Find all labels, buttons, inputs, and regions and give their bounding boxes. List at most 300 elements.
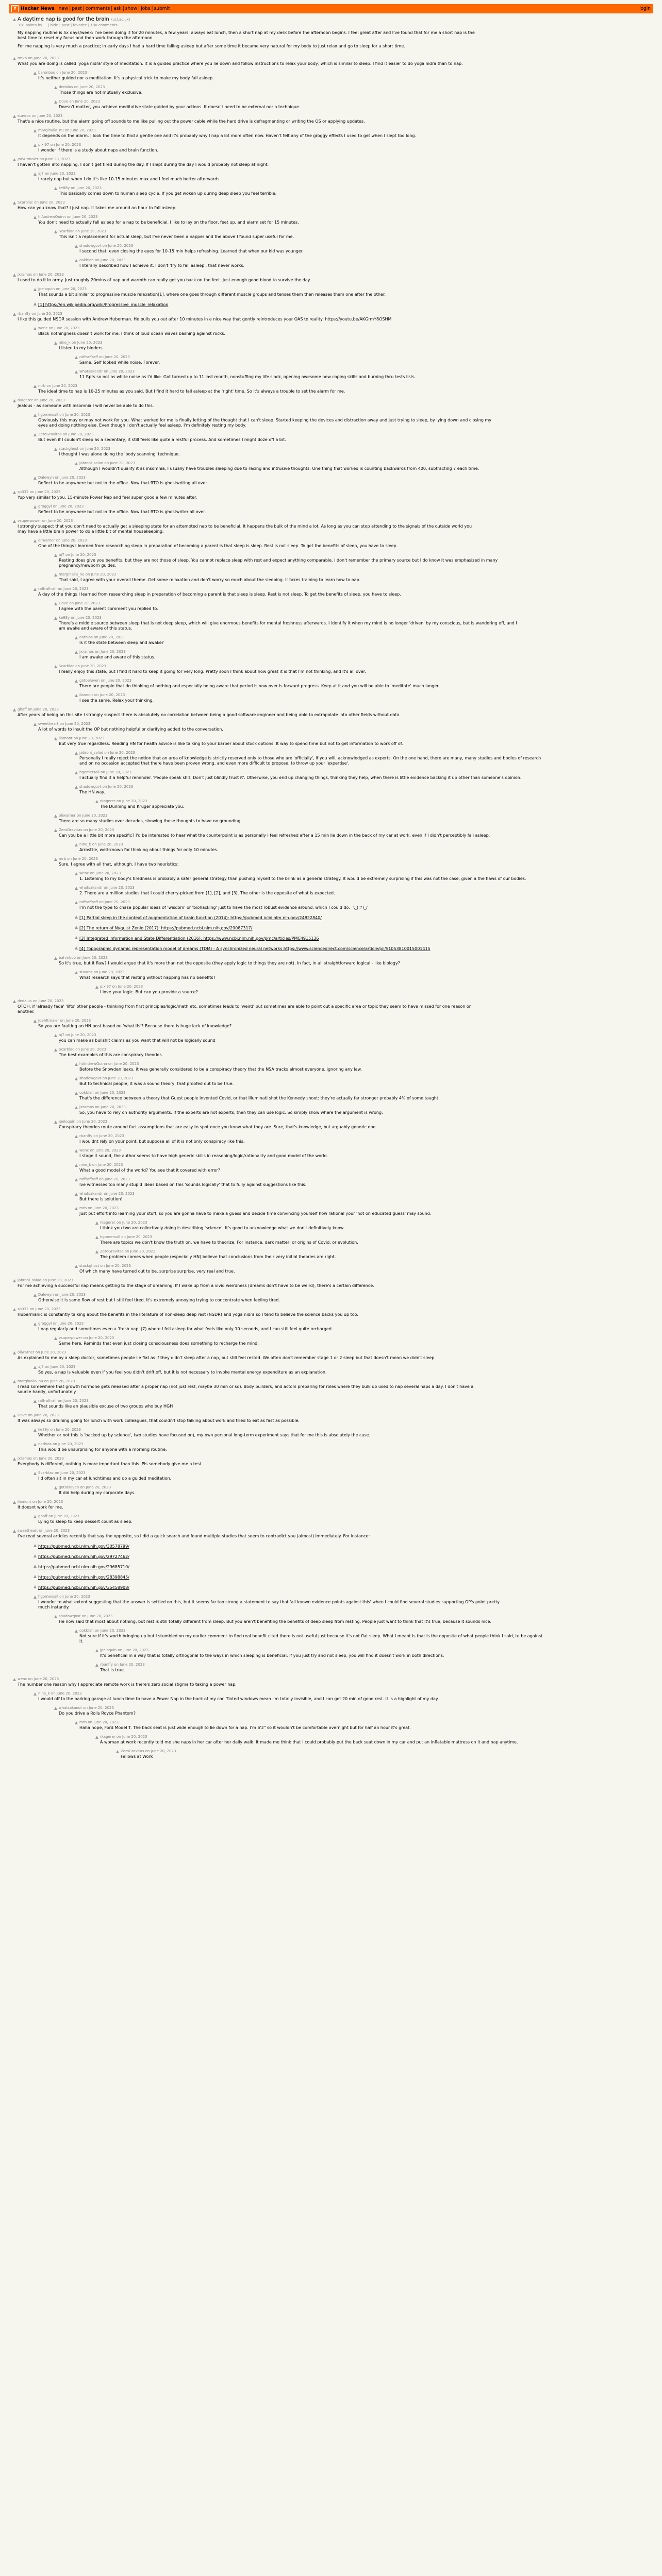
upvote-arrow-icon[interactable]: ▲ [74, 842, 78, 847]
upvote-arrow-icon[interactable]: ▲ [54, 341, 58, 345]
comment-username-link[interactable]: rkagerer [100, 1735, 115, 1739]
comment-username-link[interactable]: rbanffy [18, 312, 31, 316]
story-title-link[interactable]: A daytime nap is good for the brain [18, 16, 109, 22]
upvote-arrow-icon[interactable]: ▲ [54, 1706, 58, 1710]
upvote-arrow-icon[interactable]: ▲ [74, 914, 78, 919]
comment-username-link[interactable]: marginalia_nu [18, 1379, 43, 1383]
comment-username-link[interactable]: hgomersall [38, 413, 58, 417]
comment-username-link[interactable]: ghaff [38, 1514, 47, 1518]
comment-username-link[interactable]: hiAndrewQuinn [38, 215, 66, 219]
upvote-arrow-icon[interactable]: ▲ [54, 1614, 58, 1619]
comment-username-link[interactable]: mrb [79, 1206, 87, 1210]
comment-username-link[interactable]: ookblah [79, 258, 94, 262]
upvote-arrow-icon[interactable]: ▲ [33, 326, 37, 331]
comment-age-link[interactable]: on June 20, 2023 [90, 871, 121, 875]
comment-age-link[interactable]: on June 20, 2023 [59, 413, 90, 417]
comment-username-link[interactable]: wenc [18, 1677, 27, 1681]
comment-age-link[interactable]: on June 20, 2023 [85, 572, 117, 577]
comment-username-link[interactable]: Dove [59, 99, 69, 104]
upvote-arrow-icon[interactable]: ▲ [12, 273, 16, 277]
site-name-link[interactable]: Hacker News [21, 6, 55, 11]
upvote-arrow-icon[interactable]: ▲ [74, 1091, 78, 1095]
upvote-arrow-icon[interactable]: ▲ [74, 935, 78, 940]
upvote-arrow-icon[interactable]: ▲ [74, 871, 78, 876]
comment-age-link[interactable]: on June 20, 2023 [118, 1648, 149, 1652]
comment-username-link[interactable]: hgomersall [100, 1235, 120, 1239]
upvote-arrow-icon[interactable]: ▲ [12, 398, 16, 403]
upvote-arrow-icon[interactable]: ▲ [33, 1584, 37, 1589]
comment-username-link[interactable]: ke88y [59, 616, 70, 620]
upvote-arrow-icon[interactable]: ▲ [74, 258, 78, 263]
comment-age-link[interactable]: on June 20, 2023 [31, 312, 62, 316]
comment-age-link[interactable]: on June 20, 2023 [48, 1514, 79, 1518]
upvote-arrow-icon[interactable]: ▲ [54, 553, 58, 557]
comment-username-link[interactable]: raffraffraff [79, 1177, 98, 1181]
nav-link-submit[interactable]: submit [154, 6, 170, 11]
comment-reference-link[interactable]: [4] Topographic dynamic representation model of dreams (TDM) - A synchronized neural networks https://www.sciencedirect.com/science/article/pii/S1053810015001415 [79, 946, 431, 951]
upvote-arrow-icon[interactable]: ▲ [54, 1120, 58, 1124]
comment-username-link[interactable]: ookblah [79, 1629, 94, 1633]
comment-age-link[interactable]: on June 20, 2023 [104, 369, 135, 374]
comment-username-link[interactable]: Scarblac [59, 229, 74, 233]
upvote-arrow-icon[interactable]: ▲ [33, 413, 37, 417]
comment-age-link[interactable]: on June 20, 2023 [50, 143, 81, 147]
comment-age-link[interactable]: on June 20, 2023 [93, 970, 125, 974]
upvote-arrow-icon[interactable]: ▲ [33, 384, 37, 388]
upvote-arrow-icon[interactable]: ▲ [74, 1105, 78, 1110]
comment-age-link[interactable]: on June 20, 2023 [93, 1134, 124, 1138]
upvote-arrow-icon[interactable]: ▲ [12, 1350, 16, 1355]
upvote-arrow-icon[interactable]: ▲ [54, 828, 58, 833]
nav-link-comments[interactable]: comments [85, 6, 110, 11]
upvote-arrow-icon[interactable]: ▲ [33, 1691, 37, 1696]
comment-age-link[interactable]: on June 20, 2023 [55, 1471, 86, 1475]
comment-age-link[interactable]: on June 20, 2023 [83, 1336, 114, 1340]
story-domain[interactable]: (ucl.ac.uk) [111, 18, 130, 22]
upvote-arrow-icon[interactable]: ▲ [74, 693, 78, 698]
nav-link-jobs[interactable]: jobs [141, 6, 151, 11]
comment-username-link[interactable]: rkagerer [100, 799, 115, 803]
comment-age-link[interactable]: on June 20, 2023 [62, 432, 94, 436]
comment-username-link[interactable]: dedalus [59, 85, 73, 89]
comment-username-link[interactable]: Scarblac [38, 1471, 54, 1475]
upvote-arrow-icon[interactable]: ▲ [74, 1177, 78, 1182]
comment-age-link[interactable]: on June 20, 2023 [104, 751, 136, 755]
comment-age-link[interactable]: on June 20, 2023 [104, 886, 135, 890]
comment-username-link[interactable]: shadowgovt [79, 244, 102, 248]
comment-username-link[interactable]: ZeroGravitas [59, 828, 82, 832]
upvote-arrow-icon[interactable]: ▲ [74, 650, 78, 654]
comment-age-link[interactable]: on June 20, 2023 [56, 287, 87, 291]
comment-username-link[interactable]: oliwarner [38, 538, 55, 543]
comment-age-link[interactable]: on June 20, 2023 [101, 679, 132, 683]
upvote-arrow-icon[interactable]: ▲ [74, 900, 78, 905]
comment-username-link[interactable]: jpeloquin [100, 1648, 117, 1652]
upvote-arrow-icon[interactable]: ▲ [33, 1019, 37, 1023]
upvote-arrow-icon[interactable]: ▲ [33, 301, 37, 306]
comment-username-link[interactable]: Scarblac [18, 200, 33, 205]
comment-age-link[interactable]: on June 20, 2023 [79, 447, 110, 451]
comment-age-link[interactable]: on June 20, 2023 [55, 476, 86, 480]
upvote-arrow-icon[interactable]: ▲ [74, 925, 78, 929]
upvote-arrow-icon[interactable]: ▲ [12, 1500, 16, 1504]
upvote-arrow-icon[interactable]: ▲ [74, 1264, 78, 1268]
upvote-arrow-icon[interactable]: ▲ [74, 1629, 78, 1633]
comment-username-link[interactable]: wenc [79, 1148, 89, 1153]
comment-username-link[interactable]: ke88y [59, 186, 70, 190]
upvote-arrow-icon[interactable]: ▲ [95, 1735, 99, 1739]
comment-username-link[interactable]: vsuperpower [59, 1336, 82, 1340]
comment-username-link[interactable]: stackghost [79, 1264, 100, 1268]
comment-username-link[interactable]: jpeloquin [38, 287, 55, 291]
upvote-arrow-icon[interactable]: ▲ [33, 432, 37, 437]
comment-username-link[interactable]: ilamont [59, 736, 73, 740]
comment-age-link[interactable]: on June 20, 2023 [104, 1192, 135, 1196]
comment-age-link[interactable]: on June 20, 2023 [99, 355, 130, 359]
upvote-arrow-icon[interactable]: ▲ [33, 1293, 37, 1297]
comment-age-link[interactable]: on June 20, 2023 [34, 200, 65, 205]
comment-reference-link[interactable]: https://pubmed.ncbi.nlm.nih.gov/35458908/ [38, 1585, 129, 1590]
comment-username-link[interactable]: raffraffraff [79, 355, 98, 359]
upvote-arrow-icon[interactable]: ▲ [74, 1206, 78, 1211]
upvote-arrow-icon[interactable]: ▲ [74, 1134, 78, 1139]
comment-age-link[interactable]: on June 20, 2023 [71, 616, 102, 620]
comment-username-link[interactable]: ilamont [18, 1500, 31, 1504]
comment-age-link[interactable]: on June 20, 2023 [69, 601, 100, 605]
comment-username-link[interactable]: rbanffy [79, 1134, 93, 1138]
upvote-arrow-icon[interactable]: ▲ [54, 956, 58, 960]
upvote-arrow-icon[interactable]: ▲ [54, 664, 58, 669]
comment-username-link[interactable]: sweetheart [38, 722, 59, 726]
upvote-arrow-icon[interactable]: ▲ [12, 1456, 16, 1461]
upvote-arrow-icon[interactable]: ▲ [74, 770, 78, 775]
upvote-arrow-icon[interactable]: ▲ [74, 970, 78, 975]
comment-username-link[interactable]: Scarblac [59, 664, 74, 668]
comment-age-link[interactable]: on June 20, 2023 [44, 1365, 76, 1369]
comment-age-link[interactable]: on June 20, 2023 [121, 1235, 152, 1239]
comment-username-link[interactable]: oliwarner [59, 814, 76, 818]
nav-link-ask[interactable]: ask [113, 6, 122, 11]
comment-username-link[interactable]: hgomersall [79, 770, 100, 774]
comment-age-link[interactable]: on June 20, 2023 [35, 1350, 67, 1354]
comment-username-link[interactable]: bahmboo [59, 956, 76, 960]
comment-username-link[interactable]: nine_k [38, 1691, 50, 1696]
comment-username-link[interactable]: aj7 [38, 1365, 44, 1369]
upvote-arrow-icon[interactable]: ▲ [95, 1221, 99, 1225]
upvote-arrow-icon[interactable]: ▲ [12, 490, 16, 495]
comment-username-link[interactable]: ghaff [18, 707, 27, 711]
comment-username-link[interactable]: nine_k [59, 341, 71, 345]
upvote-arrow-icon[interactable]: ▲ [12, 1413, 16, 1418]
comment-reference-link[interactable]: [1] https://en.wikipedia.org/wiki/Progressive_muscle_relaxation [38, 302, 169, 307]
nav-link-past[interactable]: past [72, 6, 82, 11]
upvote-arrow-icon[interactable]: ▲ [33, 71, 37, 75]
comment-age-link[interactable]: on June 20, 2023 [69, 99, 100, 104]
upvote-arrow-icon[interactable]: ▲ [33, 287, 37, 292]
comment-username-link[interactable]: hiAndrewQuinn [79, 1062, 107, 1066]
comment-username-link[interactable]: sp332 [18, 490, 29, 494]
upvote-arrow-icon[interactable]: ▲ [12, 17, 16, 22]
comment-username-link[interactable]: rkagerer [18, 398, 33, 402]
comment-reference-link[interactable]: [1] Partial sleep in the context of augmentation of brain function (2014): https://pubmed.ncbi.nlm.nih.gov/24822840/ [79, 916, 322, 920]
upvote-arrow-icon[interactable]: ▲ [33, 1428, 37, 1432]
upvote-arrow-icon[interactable]: ▲ [54, 814, 58, 818]
upvote-arrow-icon[interactable]: ▲ [12, 200, 16, 205]
comment-age-link[interactable]: on June 20, 2023 [51, 1691, 82, 1696]
upvote-arrow-icon[interactable]: ▲ [95, 1663, 99, 1667]
comment-age-link[interactable]: on June 20, 2023 [94, 258, 126, 262]
comment-age-link[interactable]: on June 20, 2023 [73, 736, 105, 740]
upvote-arrow-icon[interactable]: ▲ [12, 707, 16, 712]
comment-age-link[interactable]: on June 20, 2023 [74, 85, 105, 89]
comment-username-link[interactable]: gotoeleven [79, 679, 100, 683]
comment-username-link[interactable]: whatsakandr [59, 1706, 82, 1710]
comment-username-link[interactable]: jxramos [79, 1105, 94, 1109]
comment-username-link[interactable]: ZeroGravitas [121, 1749, 144, 1753]
y-logo-icon[interactable]: Y [11, 5, 19, 12]
comment-age-link[interactable]: on June 20, 2023 [56, 538, 87, 543]
upvote-arrow-icon[interactable]: ▲ [12, 1307, 16, 1312]
comment-username-link[interactable]: jabroni_salad [79, 461, 104, 465]
upvote-arrow-icon[interactable]: ▲ [74, 679, 78, 683]
comment-age-link[interactable]: on June 20, 2023 [99, 1177, 130, 1181]
comment-username-link[interactable]: jabroni_salad [79, 751, 104, 755]
comment-username-link[interactable]: nine_k [79, 1163, 91, 1167]
upvote-arrow-icon[interactable]: ▲ [54, 616, 58, 620]
comment-age-link[interactable]: on June 20, 2023 [77, 956, 108, 960]
comment-age-link[interactable]: on June 20, 2023 [55, 1293, 86, 1297]
comment-age-link[interactable]: on June 20, 2023 [117, 1221, 147, 1225]
comment-age-link[interactable]: on June 20, 2023 [90, 1148, 121, 1153]
comment-age-link[interactable]: on June 20, 2023 [58, 587, 89, 591]
nav-link-show[interactable]: show [125, 6, 138, 11]
comment-age-link[interactable]: on June 20, 2023 [32, 1500, 63, 1504]
comment-age-link[interactable]: on June 20, 2023 [28, 56, 59, 60]
comment-age-link[interactable]: on June 20, 2023 [76, 1120, 108, 1124]
upvote-arrow-icon[interactable]: ▲ [54, 99, 58, 104]
upvote-arrow-icon[interactable]: ▲ [95, 1648, 99, 1653]
upvote-arrow-icon[interactable]: ▲ [33, 1321, 37, 1326]
upvote-arrow-icon[interactable]: ▲ [54, 85, 58, 90]
upvote-arrow-icon[interactable]: ▲ [33, 1574, 37, 1579]
comment-age-link[interactable]: on June 20, 2023 [67, 857, 98, 861]
upvote-arrow-icon[interactable]: ▲ [33, 722, 37, 726]
upvote-arrow-icon[interactable]: ▲ [33, 172, 37, 176]
comment-age-link[interactable]: on June 20, 2023 [124, 1249, 156, 1253]
comment-username-link[interactable]: jabroni_salad [18, 1278, 42, 1282]
comment-age-link[interactable]: on June 20, 2023 [42, 519, 73, 523]
upvote-arrow-icon[interactable]: ▲ [74, 1062, 78, 1066]
comment-age-link[interactable]: on June 20, 2023 [102, 244, 134, 248]
upvote-arrow-icon[interactable]: ▲ [33, 1514, 37, 1519]
comment-username-link[interactable]: marginalia_nu [59, 572, 85, 577]
comment-age-link[interactable]: on June 20, 2023 [81, 1614, 113, 1618]
upvote-arrow-icon[interactable]: ▲ [33, 1595, 37, 1599]
comment-username-link[interactable]: raffraffraff [38, 587, 57, 591]
comment-username-link[interactable]: ZeroGravitas [100, 1249, 124, 1253]
comment-username-link[interactable]: ilamont [79, 693, 93, 697]
login-link[interactable]: login [639, 6, 651, 11]
comment-age-link[interactable]: on June 20, 2023 [42, 1278, 74, 1282]
upvote-arrow-icon[interactable]: ▲ [95, 1235, 99, 1240]
comment-age-link[interactable]: on June 20, 2023 [102, 1076, 134, 1080]
comment-username-link[interactable]: mrb [59, 857, 67, 861]
comment-age-link[interactable]: on June 20, 2023 [83, 1706, 114, 1710]
comment-username-link[interactable]: groggyl [38, 504, 52, 509]
upvote-arrow-icon[interactable]: ▲ [33, 1442, 37, 1447]
comment-age-link[interactable]: on June 20, 2023 [114, 1663, 145, 1667]
comment-age-link[interactable]: on June 20, 2023 [50, 1428, 81, 1432]
upvote-arrow-icon[interactable]: ▲ [54, 736, 58, 741]
comment-age-link[interactable]: on June 20, 2023 [94, 635, 125, 639]
comment-age-link[interactable]: on June 20, 2023 [117, 799, 147, 803]
comment-age-link[interactable]: on June 20, 2023 [75, 664, 106, 668]
comment-username-link[interactable]: whatsakandr [79, 1192, 103, 1196]
comment-username-link[interactable]: nathias [79, 635, 93, 639]
comment-username-link[interactable]: dedalus [18, 999, 32, 1003]
upvote-arrow-icon[interactable]: ▲ [54, 601, 58, 606]
comment-username-link[interactable]: ZeroGravitas [38, 432, 62, 436]
comment-age-link[interactable]: on June 20, 2023 [29, 1307, 61, 1311]
upvote-arrow-icon[interactable]: ▲ [33, 1471, 37, 1476]
comment-username-link[interactable]: raffraffraff [38, 1399, 57, 1403]
upvote-arrow-icon[interactable]: ▲ [74, 461, 78, 466]
upvote-arrow-icon[interactable]: ▲ [74, 244, 78, 248]
comment-username-link[interactable]: raffraffraff [79, 900, 98, 904]
upvote-arrow-icon[interactable]: ▲ [33, 1564, 37, 1568]
comment-username-link[interactable]: rmkb [18, 56, 27, 60]
comment-age-link[interactable]: on June 20, 2023 [65, 1033, 96, 1037]
comment-username-link[interactable]: sp332 [18, 1307, 29, 1311]
comment-age-link[interactable]: on June 20, 2023 [53, 1442, 84, 1446]
comment-username-link[interactable]: whatsakandr [79, 886, 103, 890]
upvote-arrow-icon[interactable]: ▲ [74, 1163, 78, 1167]
comment-age-link[interactable]: on June 20, 2023 [92, 1163, 123, 1167]
upvote-arrow-icon[interactable]: ▲ [12, 56, 16, 61]
comment-age-link[interactable]: on June 20, 2023 [33, 273, 64, 277]
upvote-arrow-icon[interactable]: ▲ [33, 1365, 37, 1369]
comment-age-link[interactable]: on June 20, 2023 [58, 1399, 89, 1403]
comment-age-link[interactable]: on June 20, 2023 [76, 814, 108, 818]
upvote-arrow-icon[interactable]: ▲ [95, 1249, 99, 1254]
comment-username-link[interactable]: shadowgovt [79, 785, 102, 789]
upvote-arrow-icon[interactable]: ▲ [33, 1553, 37, 1558]
comment-age-link[interactable]: on June 20, 2023 [101, 770, 131, 774]
comment-age-link[interactable]: on June 20, 2023 [94, 693, 125, 697]
comment-age-link[interactable]: on June 20, 2023 [33, 1456, 64, 1461]
upvote-arrow-icon[interactable]: ▲ [33, 504, 37, 509]
upvote-arrow-icon[interactable]: ▲ [74, 1148, 78, 1153]
comment-reference-link[interactable]: [3] Integrated information and State Differentiation (2016): https://www.ncbi.nlm.nih.gov/pmc/articles/PMC4915136 [79, 936, 319, 941]
upvote-arrow-icon[interactable]: ▲ [12, 1529, 16, 1533]
comment-username-link[interactable]: groggyl [38, 1321, 52, 1326]
comment-age-link[interactable]: on June 20, 2023 [28, 1413, 59, 1417]
upvote-arrow-icon[interactable]: ▲ [54, 857, 58, 861]
upvote-arrow-icon[interactable]: ▲ [54, 186, 58, 191]
comment-age-link[interactable]: on June 20, 2023 [80, 1485, 111, 1489]
comment-age-link[interactable]: on June 20, 2023 [117, 1735, 147, 1739]
comment-age-link[interactable]: on June 20, 2023 [92, 842, 123, 846]
upvote-arrow-icon[interactable]: ▲ [33, 1543, 37, 1548]
upvote-arrow-icon[interactable]: ▲ [54, 447, 58, 451]
upvote-arrow-icon[interactable]: ▲ [54, 1047, 58, 1052]
comment-username-link[interactable]: oliwarner [18, 1350, 35, 1354]
comment-username-link[interactable]: Dove [18, 1413, 27, 1417]
comment-username-link[interactable]: whatsakandr [79, 369, 103, 374]
upvote-arrow-icon[interactable]: ▲ [74, 635, 78, 640]
comment-age-link[interactable]: on June 20, 2023 [53, 1321, 84, 1326]
comment-username-link[interactable]: shadowgovt [79, 1076, 102, 1080]
upvote-arrow-icon[interactable]: ▲ [12, 157, 16, 162]
comment-username-link[interactable]: shadowgovt [59, 1614, 81, 1618]
upvote-arrow-icon[interactable]: ▲ [33, 128, 37, 133]
comment-age-link[interactable]: on June 20, 2023 [145, 1749, 176, 1753]
comment-username-link[interactable]: ookblah [79, 1091, 94, 1095]
comment-age-link[interactable]: on June 20, 2023 [71, 341, 103, 345]
upvote-arrow-icon[interactable]: ▲ [12, 519, 16, 523]
comment-username-link[interactable]: wenc [38, 326, 48, 330]
comment-age-link[interactable]: on June 20, 2023 [59, 722, 91, 726]
comment-age-link[interactable]: on June 20, 2023 [65, 553, 96, 557]
comment-username-link[interactable]: pixl97 [38, 143, 49, 147]
comment-age-link[interactable]: on June 20, 2023 [59, 1595, 90, 1599]
upvote-arrow-icon[interactable]: ▲ [54, 1485, 58, 1490]
comment-username-link[interactable]: ke88y [38, 1428, 49, 1432]
comment-username-link[interactable]: vsuperpower [18, 519, 41, 523]
comment-age-link[interactable]: on June 20, 2023 [67, 215, 98, 219]
comment-age-link[interactable]: on June 20, 2023 [34, 398, 65, 402]
comment-username-link[interactable]: jpeloquin [59, 1120, 76, 1124]
upvote-arrow-icon[interactable]: ▲ [74, 355, 78, 360]
comment-age-link[interactable]: on June 20, 2023 [94, 1629, 126, 1633]
comment-age-link[interactable]: on June 20, 2023 [46, 384, 77, 388]
comment-username-link[interactable]: stavros [79, 970, 93, 974]
comment-age-link[interactable]: on June 20, 2023 [99, 900, 130, 904]
upvote-arrow-icon[interactable]: ▲ [54, 1033, 58, 1038]
comment-age-link[interactable]: on June 20, 2023 [83, 828, 114, 832]
comment-username-link[interactable]: jxramos [79, 650, 94, 654]
upvote-arrow-icon[interactable]: ▲ [12, 312, 16, 316]
upvote-arrow-icon[interactable]: ▲ [54, 1336, 58, 1341]
comment-username-link[interactable]: aj7 [38, 172, 44, 176]
upvote-arrow-icon[interactable]: ▲ [33, 215, 37, 219]
comment-age-link[interactable]: on June 20, 2023 [39, 1529, 70, 1533]
comment-username-link[interactable]: jxramos [18, 1456, 32, 1461]
upvote-arrow-icon[interactable]: ▲ [33, 143, 37, 147]
comment-age-link[interactable]: on June 20, 2023 [44, 172, 76, 176]
comment-age-link[interactable]: on June 20, 2023 [88, 1206, 119, 1210]
upvote-arrow-icon[interactable]: ▲ [12, 1278, 16, 1283]
comment-username-link[interactable]: Dove [59, 601, 69, 605]
comment-username-link[interactable]: wenc [79, 871, 89, 875]
comment-age-link[interactable]: on June 20, 2023 [112, 985, 143, 989]
comment-reference-link[interactable]: https://pubmed.ncbi.nlm.nih.gov/30578799/ [38, 1544, 129, 1549]
upvote-arrow-icon[interactable]: ▲ [33, 538, 37, 543]
comment-age-link[interactable]: on June 20, 2023 [94, 1091, 126, 1095]
upvote-arrow-icon[interactable]: ▲ [74, 751, 78, 755]
comment-age-link[interactable]: on June 20, 2023 [28, 1677, 59, 1681]
upvote-arrow-icon[interactable]: ▲ [74, 369, 78, 374]
comment-age-link[interactable]: on June 20, 2023 [71, 186, 102, 190]
upvote-arrow-icon[interactable]: ▲ [12, 114, 16, 118]
comment-age-link[interactable]: on June 20, 2023 [75, 1047, 106, 1052]
comment-username-link[interactable]: stavros [18, 114, 31, 118]
comment-age-link[interactable]: on June 20, 2023 [31, 114, 63, 118]
comment-age-link[interactable]: on June 20, 2023 [95, 650, 126, 654]
comment-username-link[interactable]: rbanffy [100, 1663, 113, 1667]
comment-username-link[interactable]: sweetheart [18, 1529, 38, 1533]
comment-age-link[interactable]: on June 20, 2023 [28, 707, 59, 711]
